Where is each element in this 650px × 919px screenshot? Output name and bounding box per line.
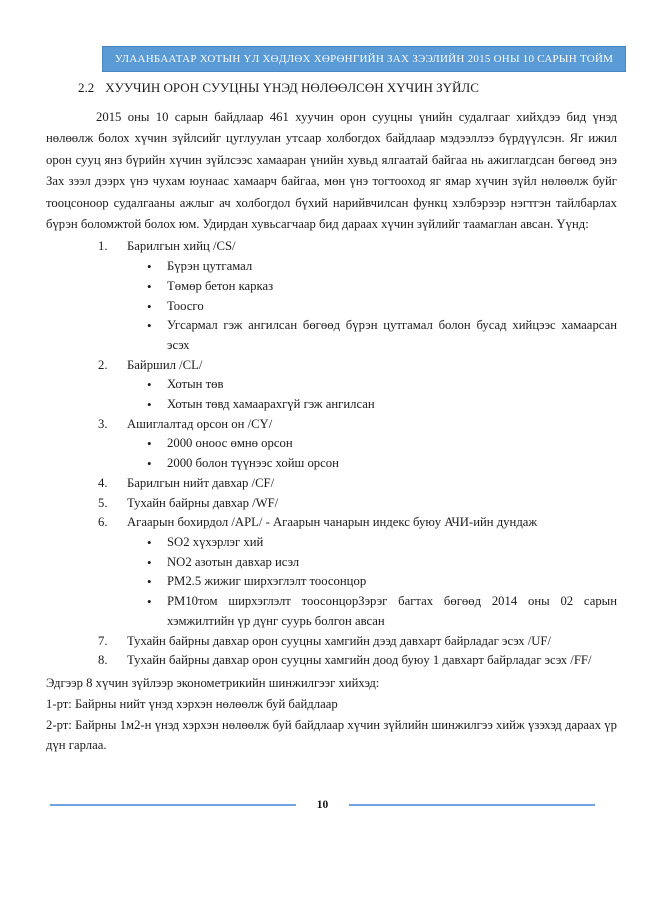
factor-bullet (46, 297, 617, 317)
page-number: 10 (316, 799, 329, 811)
bullet-icon: • (147, 377, 152, 393)
factor-label: Тухайн байрны давхар орон сууцны хамгийн доод буюу 1 давхарт байрладаг эсэх /FF/ (127, 653, 592, 668)
bullet-text: Угсармал гэж ангилсан бөгөөд бүрэн цутгамал болон бусад хийцээс хамаарсан эсэх (167, 318, 617, 352)
page-footer (50, 797, 595, 813)
page-content (46, 80, 617, 756)
factor-item (46, 632, 617, 652)
factor-bullet (46, 375, 617, 395)
bullet-text: PM2.5 жижиг ширхэглэлт тоосонцор (167, 574, 367, 589)
bullet-icon: • (147, 594, 152, 610)
factor-item (46, 513, 617, 533)
section-heading (78, 80, 617, 96)
closing-line: Эдгээр 8 хүчин зүйлээр эконометрикийн шинжилгээг хийхэд: (46, 675, 380, 690)
factor-item (46, 415, 617, 435)
factor-item (46, 651, 617, 671)
footer-rule-right (349, 804, 595, 806)
factor-bullet (46, 277, 617, 297)
factor-item (46, 237, 617, 257)
factor-number: 6. (98, 515, 108, 530)
factor-label: Байршил /CL/ (127, 357, 203, 372)
factor-number: 3. (98, 416, 108, 431)
factor-item (46, 474, 617, 494)
factor-label: Агаарын бохирдол /APL/ - Агаарын чанарын индекс буюу АЧИ-ийн дундаж (127, 515, 538, 530)
bullet-text: Бүрэн цутгамал (167, 259, 253, 274)
factor-label: Барилгын хийц /CS/ (127, 239, 236, 254)
factor-bullet (46, 454, 617, 474)
factor-label: Тухайн байрны давхар /WF/ (127, 495, 279, 510)
closing-line: 2-рт: Байрны 1м2-н үнэд хэрхэн нөлөөлж буй байдлаар хүчин зүйлийн шинжилгээ хийж үзэхэд дараах үр дүн гарлаа. (46, 717, 617, 753)
section-number: 2.2 (78, 80, 95, 95)
bullet-text: Хотын төв (167, 377, 224, 392)
page-header-banner (102, 46, 626, 72)
factor-bullet (46, 533, 617, 553)
section-title: ХУУЧИН ОРОН СУУЦНЫ ҮНЭД НӨЛӨӨЛСӨН ХҮЧИН ЗҮЙЛС (105, 80, 479, 95)
factor-number: 7. (98, 633, 108, 648)
factor-bullet (46, 434, 617, 454)
bullet-text: NO2 азотын давхар исэл (167, 554, 300, 569)
closing-line: 1-рт: Байрны нийт үнэд хэрхэн нөлөөлж буй байдлаар (46, 696, 338, 711)
bullet-icon: • (147, 397, 152, 413)
bullet-icon: • (147, 534, 152, 550)
factor-item (46, 356, 617, 376)
factor-bullet (46, 553, 617, 573)
factor-item (46, 494, 617, 514)
factor-bullet (46, 395, 617, 415)
bullet-text: 2000 оноос өмнө орсон (167, 436, 293, 451)
footer-rule-left (50, 804, 296, 806)
bullet-text: Хотын төвд хамаарахгүй гэж ангилсан (167, 397, 375, 412)
bullet-icon: • (147, 318, 152, 334)
bullet-icon: • (147, 436, 152, 452)
bullet-text: PM10том ширхэглэлт тоосонцорЗэрэг багтах бөгөөд 2014 оны 02 сарын хэмжилтийн үр дүнг суурь болгон авсан (167, 594, 617, 628)
bullet-text: SO2 хүхэрлэг хий (167, 534, 264, 549)
bullet-text: Төмөр бетон карказ (167, 278, 274, 293)
factor-number: 2. (98, 357, 108, 372)
factor-number: 5. (98, 495, 108, 510)
factor-label: Барилгын нийт давхар /CF/ (127, 475, 275, 490)
factor-bullet (46, 592, 617, 631)
header-title: УЛААНБААТАР ХОТЫН ҮЛ ХӨДЛӨХ ХӨРӨНГИЙН ЗАХ ЗЭЭЛИЙН 2015 ОНЫ 10 САРЫН ТОЙМ (114, 53, 614, 65)
intro-paragraph: 2015 оны 10 сарын байдлаар 461 хуучин орон сууцны үнийн судалгааг хийхдээ бид үнэд нөлөөлж болох хүчин зүйлсийг цуглуулан утсаар холбогдох байдлаар мэдээллээ бүрдүүлсэн. Яг ижил орон сууц янз бүрийн хүчин зүйлсээс хамааран үнийн хувьд ялгаатай байгаа нь ажиглагдсан бөгөөд энэ Зах зээл дээрх үнэ чухам юунаас хамаарч байгаа, мөн үнэ тогтооход яг ямар хүчин зүйл нөлөөлж буйг тооцсоноор судалгааны ажлыг ач холбогдол бүхий нарийвчилсан функц хэлбэрээр нэгтгэн тайлбарлах бүрэн боломжтой болох юм. Удирдан хувьсагчаар бид дараах хүчин зүйлийг таамаглан авсан. Үүнд: (46, 110, 617, 232)
factor-label: Тухайн байрны давхар орон сууцны хамгийн дээд давхарт байрладаг эсэх /UF/ (127, 633, 551, 648)
factor-bullet (46, 257, 617, 277)
bullet-text: 2000 болон түүнээс хойш орсон (167, 456, 339, 471)
factor-label: Ашиглалтад орсон он /CY/ (127, 416, 273, 431)
factor-number: 1. (98, 239, 108, 254)
factor-bullet (46, 572, 617, 592)
bullet-text: Тоосго (167, 298, 204, 313)
factor-number: 8. (98, 653, 108, 668)
bullet-icon: • (147, 298, 152, 314)
closing-paragraphs (46, 673, 617, 756)
bullet-icon: • (147, 574, 152, 590)
bullet-icon: • (147, 554, 152, 570)
bullet-icon: • (147, 259, 152, 275)
factor-number: 4. (98, 475, 108, 490)
bullet-icon: • (147, 456, 152, 472)
bullet-icon: • (147, 278, 152, 294)
factors-list (46, 237, 617, 670)
factor-bullet (46, 316, 617, 355)
